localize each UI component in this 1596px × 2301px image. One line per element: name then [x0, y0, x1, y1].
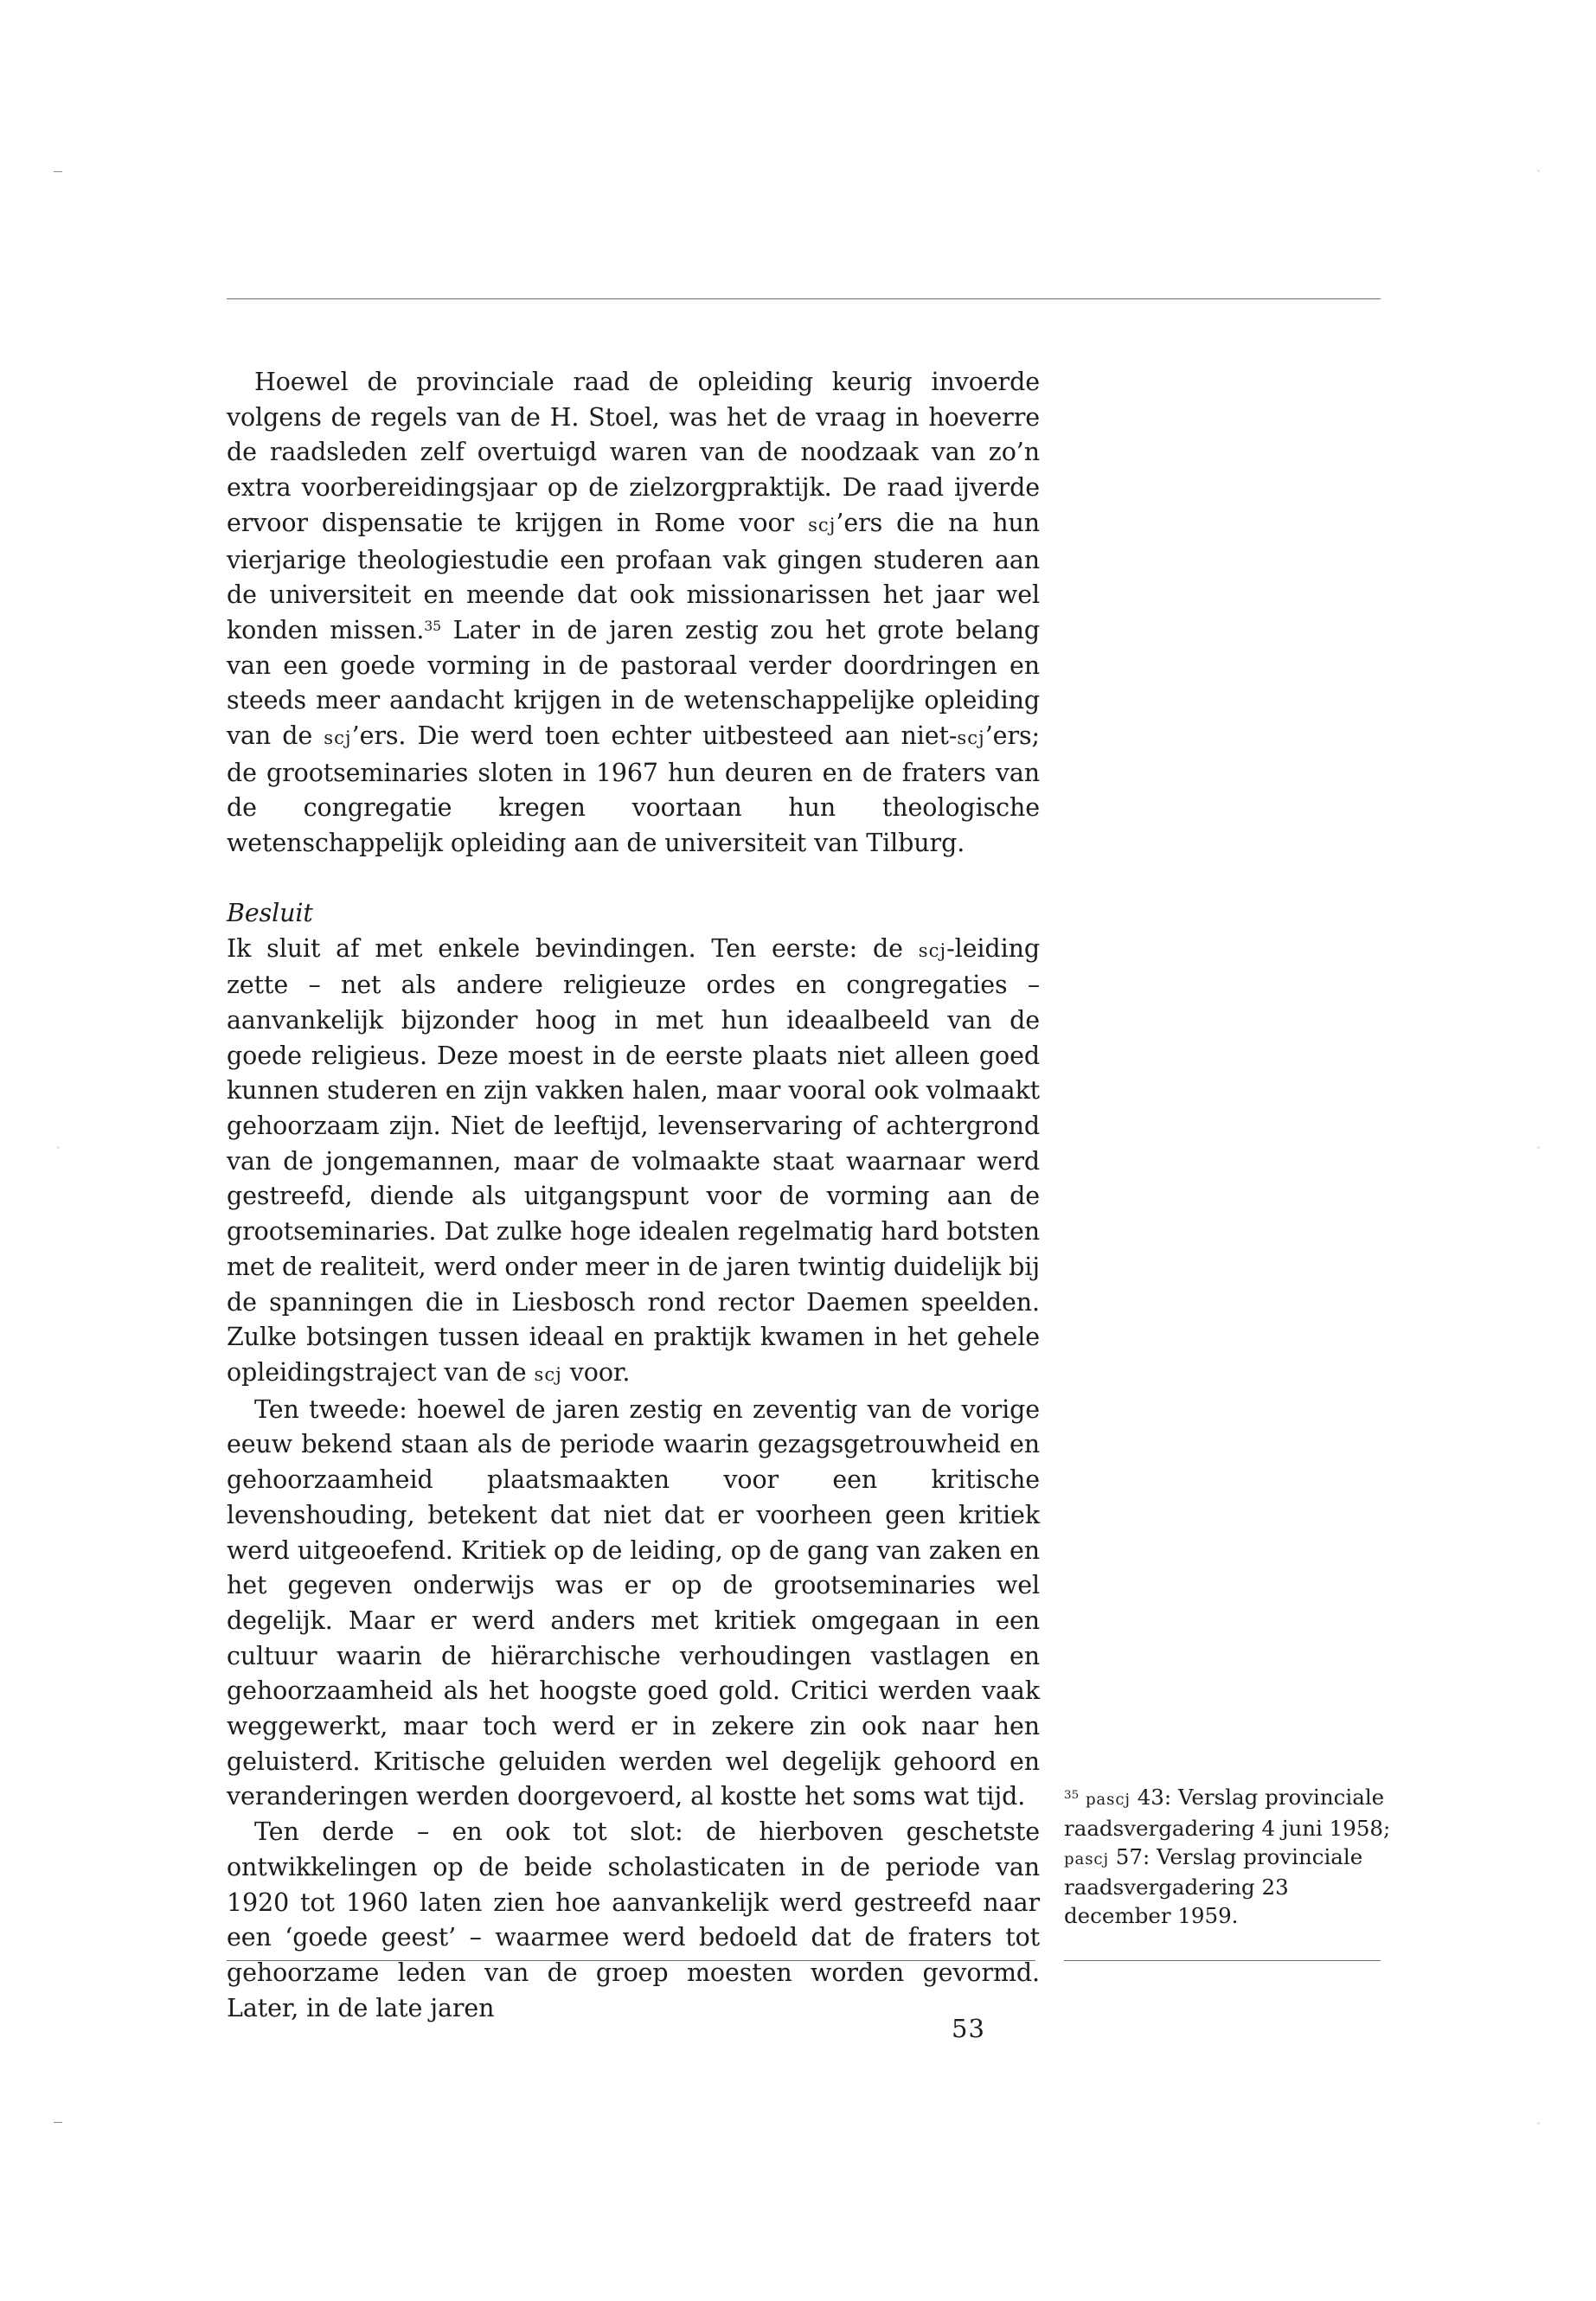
footnote-reference[interactable]: 35 [424, 618, 442, 635]
footnote: $^{35}$ pascj 43: Verslag provinciale raadsvergadering 4 juni 1958; pascj 57: Verslag provinciale raadsvergadering 23 december 1959. [1064, 1785, 1391, 1929]
registration-dot [1537, 1146, 1540, 1149]
registration-dot [1537, 2122, 1540, 2125]
abbreviation: scj [534, 1362, 562, 1385]
registration-dot [1537, 170, 1540, 172]
paragraph: Ik sluit af met enkele bevindingen. Ten eerste: de scj-leiding zette – net als andere religieuze ordes en congregaties – aanvankelijk bijzonder hoog in met hun ideaalbeeld van de goede religieus. Deze moest in de eerste plaats niet alleen goed kunnen studeren en zijn vakken halen, maar vooral ook volmaakt gehoorzaam zijn. Niet de leeftijd, levenservaring of achtergrond van de jongemannen, maar de volmaakte staat waarnaar werd gestreefd, diende als uitgangspunt voor de vorming aan de grootseminaries. Dat zulke hoge idealen regelmatig hard botsten met de realiteit, werd onder meer in de jaren twintig duidelijk bij de spanningen die in Liesbosch rond rector Daemen speelden. Zulke botsingen tussen ideaal en praktijk kwamen in het gehele opleidingstraject van de scj voor. [227, 933, 1040, 1387]
abbreviation: scj [957, 727, 985, 749]
paragraph: Ten derde – en ook tot slot: de hierboven geschetste ontwikkelingen op de beide scholasticaten in de periode van 1920 tot 1960 laten zien hoe aanvankelijk werd gestreefd naar een ‘goede geest’ – waarmee werd bedoeld dat de fraters tot gehoorzame leden van de groep moesten worden gevormd. Later, in de late jaren [227, 1817, 1040, 2022]
paragraph: Ten tweede: hoewel de jaren zestig en zeventig van de vorige eeuw bekend staan als de periode waarin gezagsgetrouwheid en gehoorzaamheid plaatsmaakten voor een kritische levenshouding, betekent dat niet dat er voorheen geen kritiek werd uitgeoefend. Kritiek op de leiding, op de gang van zaken en het gegeven onderwijs was er op de grootseminaries wel degelijk. Maar er werd anders met kritiek omgegaan in een cultuur waarin de hiërarchische verhoudingen vastlagen en gehoorzaamheid als het hoogste goed gold. Critici werden vaak weggewerkt, maar toch werd er in zekere zin ook naar hen geluisterd. Kritische geluiden werden wel degelijk gehoord en veranderingen werden doorgevoerd, al kostte het soms wat tijd. [227, 1394, 1040, 1811]
abbreviation: scj [324, 727, 352, 749]
archive-abbreviation: pascj [1064, 1849, 1109, 1868]
archive-abbreviation: pascj [1085, 1791, 1131, 1809]
footnote-number: 35 [1064, 1787, 1080, 1802]
crop-mark-bottom-left [54, 2122, 62, 2123]
page-number: 53 [952, 2014, 985, 2043]
crop-mark-top-left [54, 171, 62, 172]
footnote-bottom-rule [1064, 1960, 1381, 1961]
section-heading: Besluit [227, 898, 313, 927]
registration-dot [57, 1146, 60, 1149]
top-rule [227, 298, 1381, 299]
abbreviation: scj [808, 513, 836, 535]
paragraph: Hoewel de provinciale raad de opleiding keurig invoerde volgens de regels van de H. Stoel, was het de vraag in hoeverre de raadsleden zelf overtuigd waren van de noodzaak van zo’n extra voorbereidingsjaar op de zielzorgpraktijk. De raad ijverde ervoor dispensatie te krijgen in Rome voor scj’ers die na hun vierjarige theologiestudie een profaan vak gingen studeren aan de universiteit en meende dat ook missionarissen het jaar wel konden missen.$^{35}$ Later in de jaren zestig zou het grote belang van een goede vorming in de pastoraal verder doordringen en steeds meer aandacht krijgen in de wetenschappelijke opleiding van de scj’ers. Die werd toen echter uitbesteed aan niet-scj’ers; de grootseminaries sloten in 1967 hun deuren en de fraters van de congregatie kregen voortaan hun theologische wetenschappelijk opleiding aan de universiteit van Tilburg. [227, 368, 1040, 858]
body-text [227, 365, 1040, 2026]
abbreviation: scj [918, 939, 947, 961]
